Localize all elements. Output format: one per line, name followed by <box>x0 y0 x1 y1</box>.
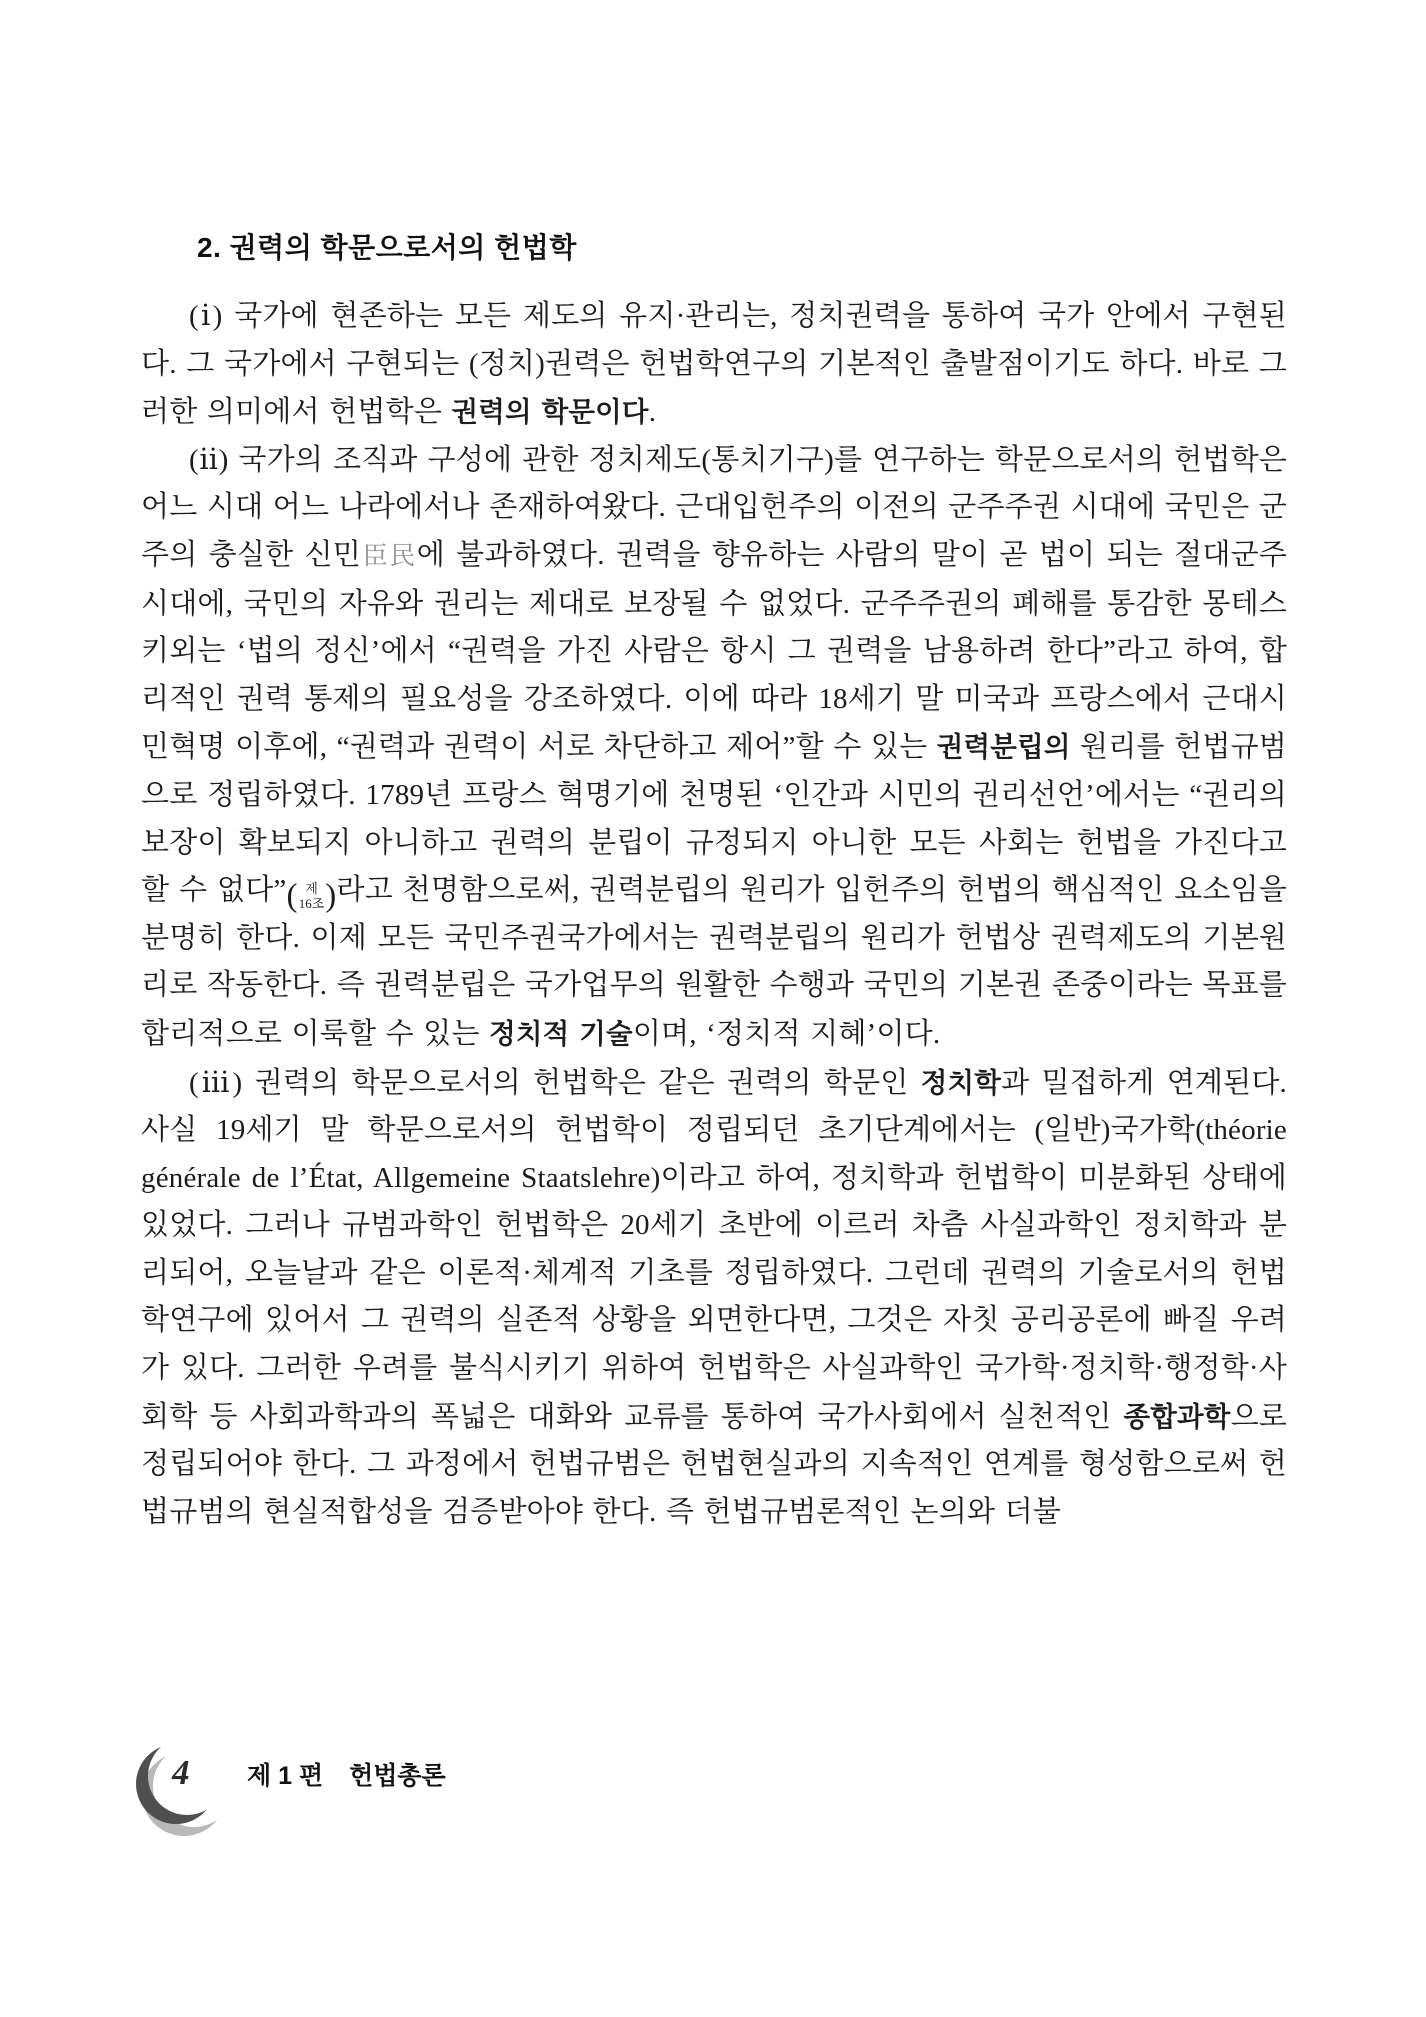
footer-chapter-title: 헌법총론 <box>349 1762 446 1790</box>
footer-running-title <box>247 1756 446 1792</box>
paragraph: (ⅲ) 권력의 학문으로서의 헌법학은 같은 권력의 학문인 정치학과 밀접하게 연계된다. 사실 19세기 말 학문으로서의 헌법학이 정립되던 초기단계에서는 (일반)국가학(théorie générale de l’État, Allgemeine Staatslehre)이라고 하여, 정치학과 헌법학이 미분화된 상태에 있었다. 그러나 규범과학인 헌법학은 20세기 초반에 이르러 차츰 사실과학인 정치학과 분리되어, 오늘날과 같은 이론적·체계적 기초를 정립하였다. 그런데 권력의 기술로서의 헌법학연구에 있어서 그 권력의 실존적 상황을 외면한다면, 그것은 자칫 공리공론에 빠질 우려가 있다. 그러한 우려를 불식시키기 위하여 헌법학은 사실과학인 국가학·정치학·행정학·사회학 등 사회과학과의 폭넓은 대화와 교류를 통하여 국가사회에서 실천적인 종합과학으로 정립되어야 한다. 그 과정에서 헌법규범은 헌법현실과의 지속적인 연계를 형성함으로써 헌법규범의 현실적합성을 검증받아야 한다. 즉 헌법규범론적인 논의와 더불 <box>141 1066 1287 1528</box>
section-heading: 2. 권력의 학문으로서의 헌법학 <box>197 232 577 263</box>
article-ref-stack: ( 제 16조 ) <box>286 878 337 915</box>
footer-part-label: 제 1 편 <box>247 1762 324 1790</box>
page-footer <box>96 1738 696 1868</box>
crescent-swoosh-icon <box>124 1740 232 1840</box>
paragraph: (ⅰ) 국가에 현존하는 모든 제도의 유지·관리는, 정치권력을 통하여 국가 안에서 구현된다. 그 국가에서 구현되는 (정치)권력은 헌법학연구의 기본적인 출발점이기도 하다. 바로 그러한 의미에서 헌법학은 권력의 학문이다. <box>141 300 1287 429</box>
paragraph: (ⅱ) 국가의 조직과 구성에 관한 정치제도(통치기구)를 연구하는 학문으로서의 헌법학은 어느 시대 어느 나라에서나 존재하여왔다. 근대입헌주의 이전의 군주주권 시대에 국민은 군주의 충실한 신민臣民에 불과하였다. 권력을 향유하는 사람의 말이 곧 법이 되는 절대군주시대에, 국민의 자유와 권리는 제대로 보장될 수 없었다. 군주주권의 폐해를 통감한 몽테스키외는 ‘법의 정신’에서 “권력을 가진 사람은 항시 그 권력을 남용하려 한다”라고 하여, 합리적인 권력 통제의 필요성을 강조하였다. 이에 따라 18세기 말 미국과 프랑스에서 근대시민혁명 이후에, “권력과 권력이 서로 차단하고 제어”할 수 있는 권력분립의 원리를 헌법규범으로 정립하였다. 1789년 프랑스 혁명기에 천명된 ‘인간과 시민의 권리선언’에서는 “권리의 보장이 확보되지 아니하고 권력의 분립이 규정되지 아니한 모든 사회는 헌법을 가진다고 할 수 없다” ( 제 16조 ) 라고 천명함으로써, 권력분립의 원리가 입헌주의 헌법의 핵심적인 요소임을 분명히 한다. 이제 모든 국민주권국가에서는 권력분립의 원리가 헌법상 권력제도의 기본원리로 작동한다. 즉 권력분립은 국가업무의 원활한 수행과 국민의 기본권 존중이라는 목표를 합리적으로 이룩할 수 있는 정치적 기술이며, ‘정치적 지혜’이다. <box>141 443 1288 1050</box>
page-number: 4 <box>172 1753 190 1792</box>
text-block <box>141 226 1287 1536</box>
